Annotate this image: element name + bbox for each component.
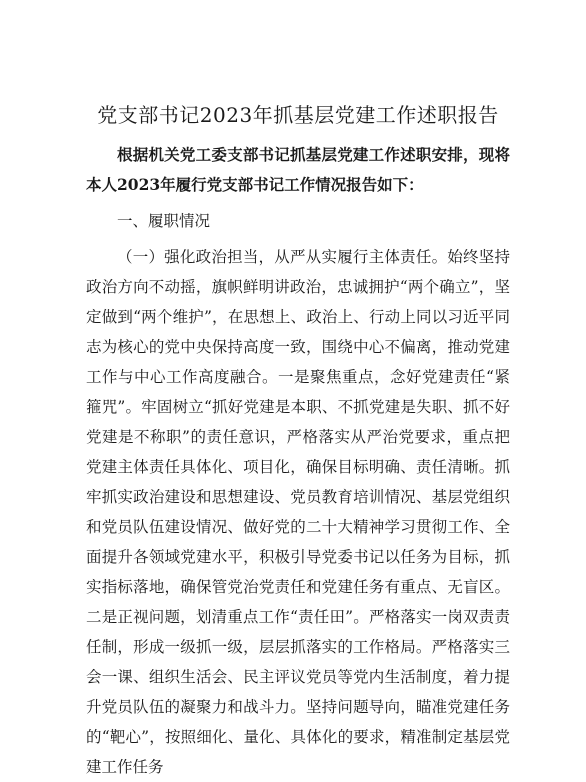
section-heading: 一、履职情况 bbox=[117, 212, 211, 230]
intro-paragraph: 根据机关党工委支部书记抓基层党建工作述职安排，现将本人2023年履行党支部书记工作情况报告如下： bbox=[86, 145, 510, 194]
body-paragraph: （一）强化政治担当，从严从实履行主体责任。始终坚持政治方向不动摇，旗帜鲜明讲政治，忠诚拥护“两个确立”，坚定做到“两个维护”，在思想上、政治上、行动上同以习近平同志为核心的党中央保持高度一致，围绕中心不偏离，推动党建工作与中心工作高度融合。一是聚焦重点，念好党建责任“紧箍咒”。牢固树立“抓好党建是本职、不抓党建是失职、抓不好党建是不称职”的责任意识，严格落实从严治党要求，重点把党建主体责任具体化、项目化，确保目标明确、责任清晰。抓牢抓实政治建设和思想建设、党员教育培训情况、基层党组织和党员队伍建设情况、做好党的二十大精神学习贯彻工作、全面提升各领域党建水平，积极引导党委书记以任务为目标，抓实指标落地，确保管党治党责任和党建任务有重点、无盲区。二是正视问题，划清重点工作“责任田”。严格落实一岗双责责任制，形成一级抓一级，层层抓落实的工作格局。严格落实三会一课、组织生活会、民主评议党员等党内生活制度，着力提升党员队伍的凝聚力和战斗力。坚持问题导向，瞄准党建任务的“靶心”，按照细化、量化、具体化的要求，精准制定基层党建工作任务 bbox=[86, 248, 510, 776]
document-title: 党支部书记2023年抓基层党建工作述职报告 bbox=[97, 103, 499, 127]
